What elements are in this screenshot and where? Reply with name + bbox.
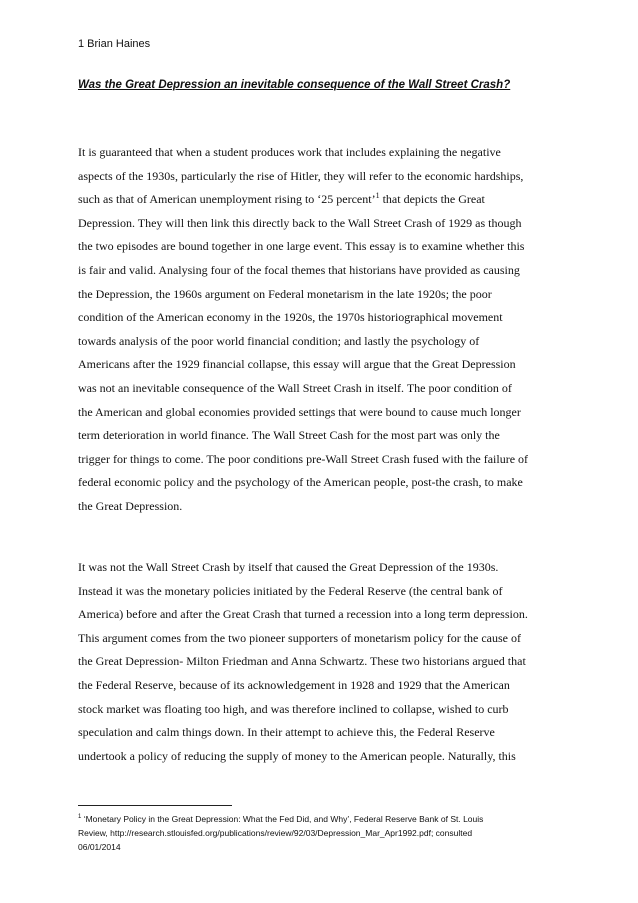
paragraph-line: the Federal Reserve, because of its acknowledgement in 1928 and 1929 that the American	[78, 677, 510, 692]
footnote	[78, 812, 558, 854]
paragraph-line: is fair and valid. Analysing four of the focal themes that historians have provided as causing	[78, 262, 520, 277]
paragraph-line: trigger for things to come. The poor conditions pre-Wall Street Crash fused with the failure of	[78, 451, 529, 466]
paragraph-monetarism	[78, 556, 548, 768]
paragraph-line: was not an inevitable consequence of the Wall Street Crash in itself. The poor condition of	[78, 380, 512, 395]
footnote-line-text: ‘Monetary Policy in the Great Depression: What the Fed Did, and Why’, Federal Reserve Bank of St. Louis	[81, 814, 484, 824]
paragraph-line-tail: that depicts the Great	[379, 192, 485, 207]
paragraph-line: speculation and calm things down. In their attempt to achieve this, the Federal Reserve	[78, 725, 495, 740]
footnote-marker: 1	[78, 814, 82, 821]
essay-title: Was the Great Depression an inevitable consequence of the Wall Street Crash?	[78, 79, 511, 91]
paragraph-line-text: such as that of American unemployment rising to ‘25 percent’	[78, 192, 376, 207]
paragraph-line: This argument comes from the two pioneer supporters of monetarism policy for the cause of	[78, 630, 521, 645]
paragraph-line	[78, 188, 548, 212]
paragraph-line: It was not the Wall Street Crash by itself that caused the Great Depression of the 1930s.	[78, 560, 499, 574]
paragraph-line: federal economic policy and the psychology of the American people, post-the crash, to make	[78, 475, 523, 490]
paragraph-line: Instead it was the monetary policies initiated by the Federal Reserve (the central bank of	[78, 583, 503, 598]
paragraph-line: the Depression, the 1960s argument on Federal monetarism in the late 1920s; the poor	[78, 286, 492, 301]
running-header: 1 Brian Haines	[78, 38, 151, 50]
paragraph-line: America) before and after the Great Crash that turned a recession into a long term depression.	[78, 607, 528, 622]
paragraph-introduction	[78, 141, 548, 519]
paragraph-line: condition of the American economy in the 1920s, the 1970s historiographical movement	[78, 310, 503, 325]
paragraph-line: aspects of the 1930s, particularly the rise of Hitler, they will refer to the economic hardships,	[78, 168, 524, 183]
footnote-reference[interactable]: 1	[375, 191, 380, 201]
paragraph-line: term deterioration in world finance. The Wall Street Cash for the most part was only the	[78, 428, 500, 443]
paragraph-line: Depression. They will then link this directly back to the Wall Street Crash of 1929 as though	[78, 215, 522, 230]
paragraph-line: the two episodes are bound together in one large event. This essay is to examine whether this	[78, 239, 525, 254]
footnote-line: 06/01/2014	[78, 842, 121, 852]
paragraph-line: the American and global economies provided settings that were bound to cause much longer	[78, 404, 521, 419]
paragraph-line: the Great Depression- Milton Friedman and Anna Schwartz. These two historians argued that	[78, 654, 526, 669]
footnote-line[interactable]: Review, http://research.stlouisfed.org/publications/review/92/03/Depression_Mar_Apr1992.pdf; consulted	[78, 828, 473, 838]
footnote-line	[78, 812, 558, 826]
paragraph-line: It is guaranteed that when a student produces work that includes explaining the negative	[78, 145, 501, 159]
paragraph-line: undertook a policy of reducing the supply of money to the American people. Naturally, this	[78, 748, 516, 763]
paragraph-line: Americans after the 1929 financial collapse, this essay will argue that the Great Depression	[78, 357, 516, 372]
paragraph-line: towards analysis of the poor world financial condition; and lastly the psychology of	[78, 333, 480, 348]
footnote-separator	[78, 805, 232, 806]
paragraph-line: the Great Depression.	[78, 498, 183, 513]
paragraph-line: stock market was floating too high, and was therefore inclined to collapse, wished to curb	[78, 701, 509, 716]
